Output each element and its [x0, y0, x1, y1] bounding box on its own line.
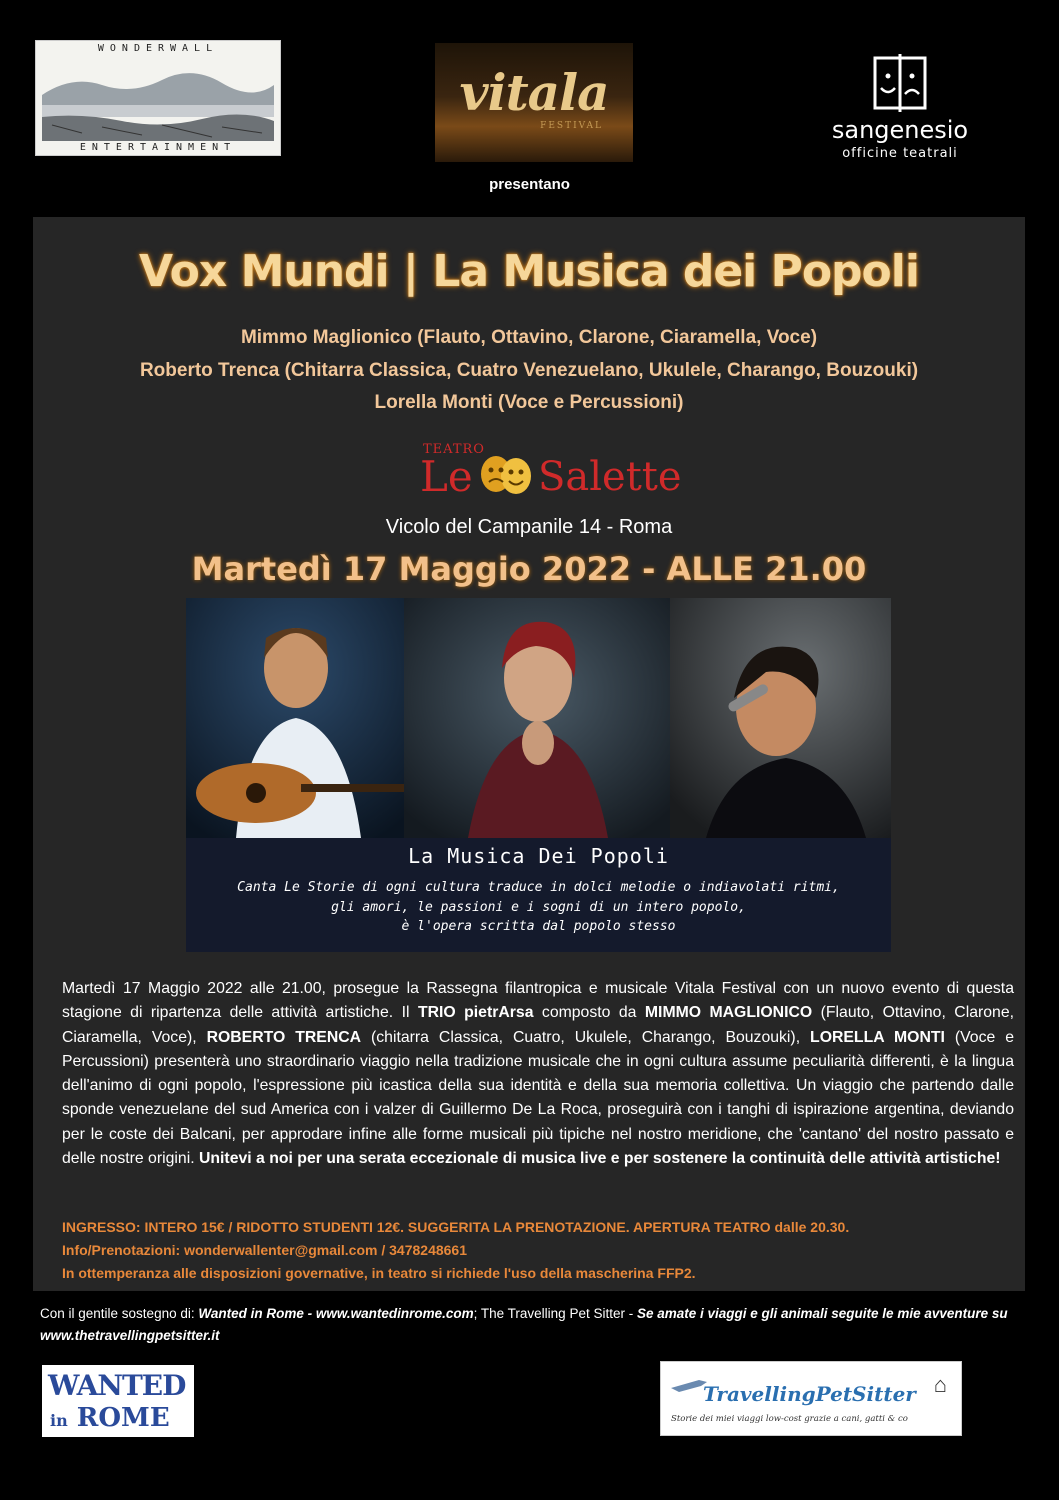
venue-address: Vicolo del Campanile 14 - Roma: [385, 516, 673, 538]
sangenesio-name: sangenesio: [831, 116, 969, 144]
sponsor-petsitter-link[interactable]: Se amate i viaggi e gli animali seguite le mie avventure su www.thetravellingpetsitter.it: [40, 1306, 1008, 1343]
performer-line: Mimmo Maglionico (Flauto, Ottavino, Clarone, Ciaramella, Voce): [240, 327, 818, 348]
desc-bold: MIMMO MAGLIONICO: [644, 1004, 813, 1022]
desc-text: (Voce e Percussioni) presenterà uno straordinario viaggio nella tradizione musicale che in ogni cultura assume peculiarità differenti, è la lingua dell'animo di ogni popolo, l'espressione più icastica della sua identità e della sua memoria collettiva. Un viaggio che partendo dalle sponde venezuelane del sud America con i valzer di Guillermo De La Roca, proseguirà con i tanghi di ispirazione argentina, deviando per le coste dei Balcani, per approdare infine alle forme musicali più tipiche nel nostro meridione, che 'cantano' del nostro passato e delle nostre origini.: [62, 1028, 1014, 1168]
landscape-sketch-icon: [42, 55, 274, 141]
wanted-in-rome-logo: [42, 1365, 194, 1437]
teatro-le: Le: [420, 452, 473, 501]
vitala-logo-sub: FESTIVAL: [540, 121, 603, 131]
desc-bold: ROBERTO TRENCA: [206, 1028, 362, 1046]
travelling-pet-sitter-logo: [660, 1361, 962, 1436]
musica-dei-popoli-banner: [186, 838, 891, 952]
wanted-in: in: [50, 1411, 68, 1430]
wanted-word: WANTED: [48, 1369, 186, 1402]
performer-line: Lorella Monti (Voce e Percussioni): [374, 392, 684, 413]
performers-photo-collage: [186, 598, 891, 952]
petsitter-tagline: Storie dei miei viaggi low-cost grazie a cani, gatti & co: [671, 1414, 908, 1424]
banner-title: La Musica Dei Popoli: [408, 844, 669, 868]
sangenesio-logo: [810, 50, 990, 160]
wonderwall-logo-bottom: ENTERTAINMENT: [79, 142, 237, 153]
desc-bold: Unitevi a noi per una serata eccezionale di musica live e per sostenere la continuità delle attività artistiche!: [198, 1150, 1001, 1168]
desc-bold: TRIO pietrArsa: [417, 1004, 534, 1022]
banner-line: Canta Le Storie di ogni cultura traduce in dolci melodie o indiavolati ritmi,: [237, 880, 840, 895]
banner-line: gli amori, le passioni e i sogni di un intero popolo,: [331, 900, 746, 915]
in-rome-word: [50, 1403, 170, 1433]
presentano-text: presentano: [489, 176, 570, 193]
petsitter-name: TravellingPetSitter: [703, 1382, 916, 1406]
comedy-tragedy-masks-icon: [478, 450, 534, 500]
wanted-rome: ROME: [76, 1403, 170, 1433]
teatro-le-salette-logo: [420, 442, 680, 502]
ticket-info: INGRESSO: INTERO 15€ / RIDOTTO STUDENTI 12€. SUGGERITA LA PRENOTAZIONE. APERTURA TEATRO dalle 20.30.: [62, 1219, 850, 1235]
sangenesio-subtitle: officine teatrali: [842, 146, 958, 161]
teatro-label: TEATRO: [423, 442, 485, 457]
vitala-festival-logo: [435, 43, 633, 162]
teatro-salette: Salette: [538, 454, 682, 500]
performer-line: Roberto Trenca (Chitarra Classica, Cuatro Venezuelano, Ukulele, Charango, Bouzouki): [139, 360, 919, 381]
performers-photo: [186, 598, 891, 838]
event-description: [62, 977, 1014, 1171]
sponsors-text: [40, 1303, 1030, 1347]
event-title: Vox Mundi | La Musica dei Popoli: [139, 246, 919, 297]
booking-info: Info/Prenotazioni: wonderwallenter@gmail.com / 3478248661: [62, 1242, 467, 1258]
desc-text: Martedì 17 Maggio 2022 alle 21.00, prosegue la Rassegna filantropica e musicale Vitala Festival con un nuovo evento di questa stagione di ripartenza delle attività artistiche. Il: [62, 980, 1014, 1022]
sponsor-wanted-link[interactable]: Wanted in Rome - www.wantedinrome.com: [198, 1306, 474, 1321]
wonderwall-logo: [35, 40, 281, 156]
vitala-logo-word: vitala: [459, 63, 609, 122]
banner-line: è l'opera scritta dal popolo stesso: [401, 919, 676, 934]
wonderwall-logo-top: WONDERWALL: [97, 43, 219, 54]
mask-notice: In ottemperanza alle disposizioni governative, in teatro si richiede l'uso della mascherina FFP2.: [62, 1265, 696, 1281]
desc-text: (Flauto, Ottavino, Clarone, Ciaramella, Voce),: [62, 1004, 1014, 1046]
event-date: Martedì 17 Maggio 2022 - ALLE 21.00: [191, 550, 867, 588]
theatre-masks-icon: [865, 54, 935, 112]
desc-text: composto da: [533, 1004, 645, 1022]
paw-house-icon: ⌂: [933, 1372, 947, 1397]
sponsors-mid: ; The Travelling Pet Sitter -: [473, 1306, 637, 1321]
desc-bold: LORELLA MONTI: [810, 1028, 945, 1046]
sponsors-prefix: Con il gentile sostegno di:: [40, 1306, 199, 1321]
desc-text: (chitarra Classica, Cuatro, Ukulele, Charango, Bouzouki),: [361, 1028, 811, 1046]
